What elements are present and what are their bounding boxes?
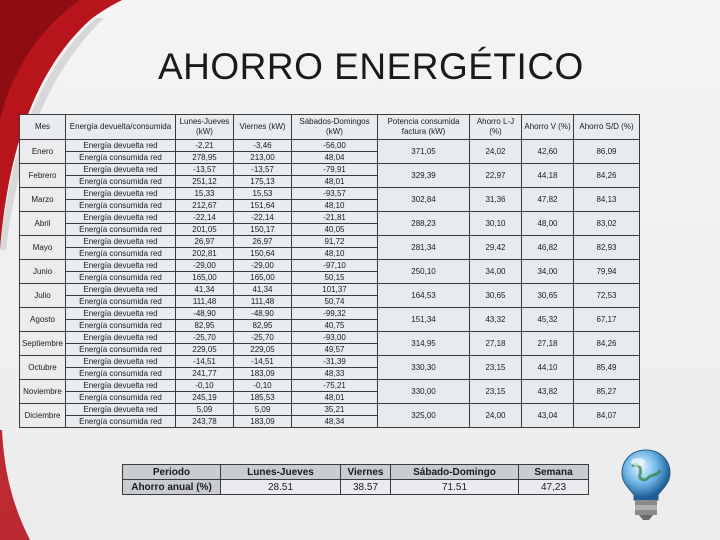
month-name: Septiembre: [20, 332, 66, 356]
value-sabados-domingos: -21,81: [292, 212, 378, 224]
value-viernes: 111,48: [234, 296, 292, 308]
month-name: Junio: [20, 260, 66, 284]
energy-type-label: Energía consumida red: [66, 416, 176, 428]
summary-header-viernes: Viernes: [341, 465, 391, 480]
value-viernes: -22,14: [234, 212, 292, 224]
summary-header-periodo: Periodo: [123, 465, 221, 480]
value-lunes-jueves: -29,00: [176, 260, 234, 272]
value-viernes: 175,13: [234, 176, 292, 188]
value-lunes-jueves: 245,19: [176, 392, 234, 404]
value-sabados-domingos: 35,21: [292, 404, 378, 416]
potencia-consumida-value: 281,34: [378, 236, 470, 260]
ahorro-sd-value: 86,09: [574, 140, 640, 164]
ahorro-lj-value: 34,00: [470, 260, 522, 284]
potencia-consumida-value: 250,10: [378, 260, 470, 284]
potencia-consumida-value: 371,05: [378, 140, 470, 164]
month-name: Noviembre: [20, 380, 66, 404]
ahorro-sd-value: 84,07: [574, 404, 640, 428]
value-sabados-domingos: 48,10: [292, 248, 378, 260]
value-sabados-domingos: 40,05: [292, 224, 378, 236]
header-potencia: Potencia consumida factura (kW): [378, 115, 470, 140]
month-name: Marzo: [20, 188, 66, 212]
table-row: [20, 164, 640, 176]
value-viernes: 15,53: [234, 188, 292, 200]
energy-type-label: Energía devuelta red: [66, 140, 176, 152]
ahorro-v-value: 27,18: [522, 332, 574, 356]
table-row: [20, 140, 640, 152]
slide-title: AHORRO ENERGÉTICO: [158, 46, 584, 87]
header-sabados-domingos: Sábados-Domingos (kW): [292, 115, 378, 140]
table-row: [20, 212, 640, 224]
value-lunes-jueves: 202,81: [176, 248, 234, 260]
ahorro-lj-value: 23,15: [470, 380, 522, 404]
summary-value-viernes: 38.57: [341, 480, 391, 495]
ahorro-v-value: 45,32: [522, 308, 574, 332]
energy-type-label: Energía devuelta red: [66, 356, 176, 368]
value-lunes-jueves: 278,95: [176, 152, 234, 164]
potencia-consumida-value: 330,30: [378, 356, 470, 380]
energy-savings-table: [19, 114, 640, 428]
value-lunes-jueves: 212,67: [176, 200, 234, 212]
value-viernes: 183,09: [234, 368, 292, 380]
header-lunes-jueves: Lunes-Jueves (kW): [176, 115, 234, 140]
value-lunes-jueves: 229,05: [176, 344, 234, 356]
potencia-consumida-value: 288,23: [378, 212, 470, 236]
ahorro-sd-value: 67,17: [574, 308, 640, 332]
ahorro-sd-value: 79,94: [574, 260, 640, 284]
month-name: Mayo: [20, 236, 66, 260]
table-row: [20, 332, 640, 344]
table-row: [20, 260, 640, 272]
summary-header-semana: Semana: [519, 465, 589, 480]
ahorro-sd-value: 84,26: [574, 332, 640, 356]
header-viernes: Viernes (kW): [234, 115, 292, 140]
value-lunes-jueves: 201,05: [176, 224, 234, 236]
value-sabados-domingos: 48,01: [292, 176, 378, 188]
month-name: Agosto: [20, 308, 66, 332]
summary-row-label: Ahorro anual (%): [123, 480, 221, 495]
value-lunes-jueves: 241,77: [176, 368, 234, 380]
value-lunes-jueves: -13,57: [176, 164, 234, 176]
ahorro-lj-value: 30,10: [470, 212, 522, 236]
summary-header-sabado-domingo: Sábado-Domingo: [391, 465, 519, 480]
summary-data-row: [123, 480, 589, 495]
energy-type-label: Energía devuelta red: [66, 236, 176, 248]
ahorro-v-value: 44,10: [522, 356, 574, 380]
value-viernes: 82,95: [234, 320, 292, 332]
value-sabados-domingos: -93,57: [292, 188, 378, 200]
energy-type-label: Energía consumida red: [66, 368, 176, 380]
header-ahorro-lj: Ahorro L-J (%): [470, 115, 522, 140]
energy-type-label: Energía devuelta red: [66, 260, 176, 272]
ahorro-v-value: 43,04: [522, 404, 574, 428]
value-viernes: -29,00: [234, 260, 292, 272]
value-viernes: -3,46: [234, 140, 292, 152]
summary-value-semana: 47,23: [519, 480, 589, 495]
value-lunes-jueves: -14,51: [176, 356, 234, 368]
month-name: Enero: [20, 140, 66, 164]
value-viernes: -25,70: [234, 332, 292, 344]
value-lunes-jueves: 41,34: [176, 284, 234, 296]
ahorro-sd-value: 83,02: [574, 212, 640, 236]
value-viernes: -13,57: [234, 164, 292, 176]
ahorro-v-value: 34,00: [522, 260, 574, 284]
potencia-consumida-value: 330,00: [378, 380, 470, 404]
value-viernes: 229,05: [234, 344, 292, 356]
value-lunes-jueves: -0,10: [176, 380, 234, 392]
ahorro-v-value: 44,18: [522, 164, 574, 188]
value-lunes-jueves: 243,78: [176, 416, 234, 428]
month-name: Octubre: [20, 356, 66, 380]
value-viernes: 213,00: [234, 152, 292, 164]
value-viernes: -0,10: [234, 380, 292, 392]
value-sabados-domingos: 48,34: [292, 416, 378, 428]
energy-type-label: Energía devuelta red: [66, 404, 176, 416]
value-sabados-domingos: 101,37: [292, 284, 378, 296]
value-lunes-jueves: 5,09: [176, 404, 234, 416]
value-lunes-jueves: -25,70: [176, 332, 234, 344]
energy-type-label: Energía devuelta red: [66, 284, 176, 296]
value-viernes: 150,17: [234, 224, 292, 236]
value-viernes: 151,64: [234, 200, 292, 212]
value-sabados-domingos: -97,10: [292, 260, 378, 272]
value-sabados-domingos: 48,10: [292, 200, 378, 212]
value-viernes: 26,97: [234, 236, 292, 248]
table-row: [20, 284, 640, 296]
ahorro-v-value: 46,82: [522, 236, 574, 260]
ahorro-lj-value: 24,02: [470, 140, 522, 164]
energy-type-label: Energía devuelta red: [66, 380, 176, 392]
value-lunes-jueves: 26,97: [176, 236, 234, 248]
month-name: Julio: [20, 284, 66, 308]
potencia-consumida-value: 314,95: [378, 332, 470, 356]
value-sabados-domingos: 50,74: [292, 296, 378, 308]
value-viernes: -14,51: [234, 356, 292, 368]
value-lunes-jueves: 251,12: [176, 176, 234, 188]
month-name: Diciembre: [20, 404, 66, 428]
potencia-consumida-value: 325,00: [378, 404, 470, 428]
energy-type-label: Energía consumida red: [66, 272, 176, 284]
energy-type-label: Energía consumida red: [66, 296, 176, 308]
energy-type-label: Energía consumida red: [66, 176, 176, 188]
value-sabados-domingos: 48,33: [292, 368, 378, 380]
value-lunes-jueves: 15,33: [176, 188, 234, 200]
energy-type-label: Energía consumida red: [66, 320, 176, 332]
value-sabados-domingos: -93,00: [292, 332, 378, 344]
ahorro-lj-value: 27,18: [470, 332, 522, 356]
ahorro-v-value: 47,82: [522, 188, 574, 212]
value-sabados-domingos: -79,91: [292, 164, 378, 176]
ahorro-v-value: 30,65: [522, 284, 574, 308]
value-lunes-jueves: 82,95: [176, 320, 234, 332]
energy-type-label: Energía consumida red: [66, 392, 176, 404]
ahorro-sd-value: 85,49: [574, 356, 640, 380]
value-sabados-domingos: 50,15: [292, 272, 378, 284]
energy-type-label: Energía consumida red: [66, 344, 176, 356]
ahorro-lj-value: 43,32: [470, 308, 522, 332]
energy-type-label: Energía devuelta red: [66, 308, 176, 320]
energy-type-label: Energía devuelta red: [66, 164, 176, 176]
ahorro-v-value: 42,60: [522, 140, 574, 164]
ahorro-sd-value: 84,13: [574, 188, 640, 212]
value-viernes: 5,09: [234, 404, 292, 416]
annual-savings-summary-table: [122, 464, 589, 495]
ahorro-v-value: 43,82: [522, 380, 574, 404]
month-name: Febrero: [20, 164, 66, 188]
potencia-consumida-value: 302,84: [378, 188, 470, 212]
value-viernes: 41,34: [234, 284, 292, 296]
table-row: [20, 404, 640, 416]
ahorro-lj-value: 22,97: [470, 164, 522, 188]
value-sabados-domingos: -31,39: [292, 356, 378, 368]
value-sabados-domingos: -99,32: [292, 308, 378, 320]
ahorro-lj-value: 30,65: [470, 284, 522, 308]
value-sabados-domingos: 48,04: [292, 152, 378, 164]
value-lunes-jueves: -48,90: [176, 308, 234, 320]
table-row: [20, 188, 640, 200]
value-sabados-domingos: -75,21: [292, 380, 378, 392]
lightbulb-globe-icon: [618, 448, 674, 522]
table-row: [20, 356, 640, 368]
energy-type-label: Energía devuelta red: [66, 212, 176, 224]
value-viernes: 150,64: [234, 248, 292, 260]
table-row: [20, 308, 640, 320]
month-name: Abril: [20, 212, 66, 236]
ahorro-sd-value: 84,26: [574, 164, 640, 188]
value-viernes: 185,53: [234, 392, 292, 404]
ahorro-v-value: 48,00: [522, 212, 574, 236]
ahorro-lj-value: 31,36: [470, 188, 522, 212]
energy-type-label: Energía consumida red: [66, 224, 176, 236]
value-sabados-domingos: 40,75: [292, 320, 378, 332]
header-ahorro-v: Ahorro V (%): [522, 115, 574, 140]
header-mes: Mes: [20, 115, 66, 140]
summary-value-lunes-jueves: 28.51: [221, 480, 341, 495]
value-lunes-jueves: 111,48: [176, 296, 234, 308]
ahorro-lj-value: 23,15: [470, 356, 522, 380]
energy-type-label: Energía consumida red: [66, 248, 176, 260]
ahorro-lj-value: 29,42: [470, 236, 522, 260]
ahorro-lj-value: 24,00: [470, 404, 522, 428]
table-row: [20, 236, 640, 248]
value-sabados-domingos: 49,57: [292, 344, 378, 356]
value-sabados-domingos: -56,00: [292, 140, 378, 152]
ahorro-sd-value: 85,27: [574, 380, 640, 404]
value-sabados-domingos: 48,01: [292, 392, 378, 404]
header-ahorro-sd: Ahorro S/D (%): [574, 115, 640, 140]
energy-type-label: Energía consumida red: [66, 152, 176, 164]
summary-header-row: [123, 465, 589, 480]
table-header-row: [20, 115, 640, 140]
ahorro-sd-value: 72,53: [574, 284, 640, 308]
energy-type-label: Energía devuelta red: [66, 188, 176, 200]
energy-type-label: Energía consumida red: [66, 200, 176, 212]
summary-header-lunes-jueves: Lunes-Jueves: [221, 465, 341, 480]
value-lunes-jueves: 165,00: [176, 272, 234, 284]
value-lunes-jueves: -22,14: [176, 212, 234, 224]
value-lunes-jueves: -2,21: [176, 140, 234, 152]
value-viernes: 165,00: [234, 272, 292, 284]
ahorro-sd-value: 82,93: [574, 236, 640, 260]
energy-type-label: Energía devuelta red: [66, 332, 176, 344]
potencia-consumida-value: 164,53: [378, 284, 470, 308]
summary-value-sabado-domingo: 71.51: [391, 480, 519, 495]
value-sabados-domingos: 91,72: [292, 236, 378, 248]
table-row: [20, 380, 640, 392]
potencia-consumida-value: 329,39: [378, 164, 470, 188]
header-energia: Energía devuelta/consumida: [66, 115, 176, 140]
value-viernes: 183,09: [234, 416, 292, 428]
value-viernes: -48,90: [234, 308, 292, 320]
potencia-consumida-value: 151,34: [378, 308, 470, 332]
